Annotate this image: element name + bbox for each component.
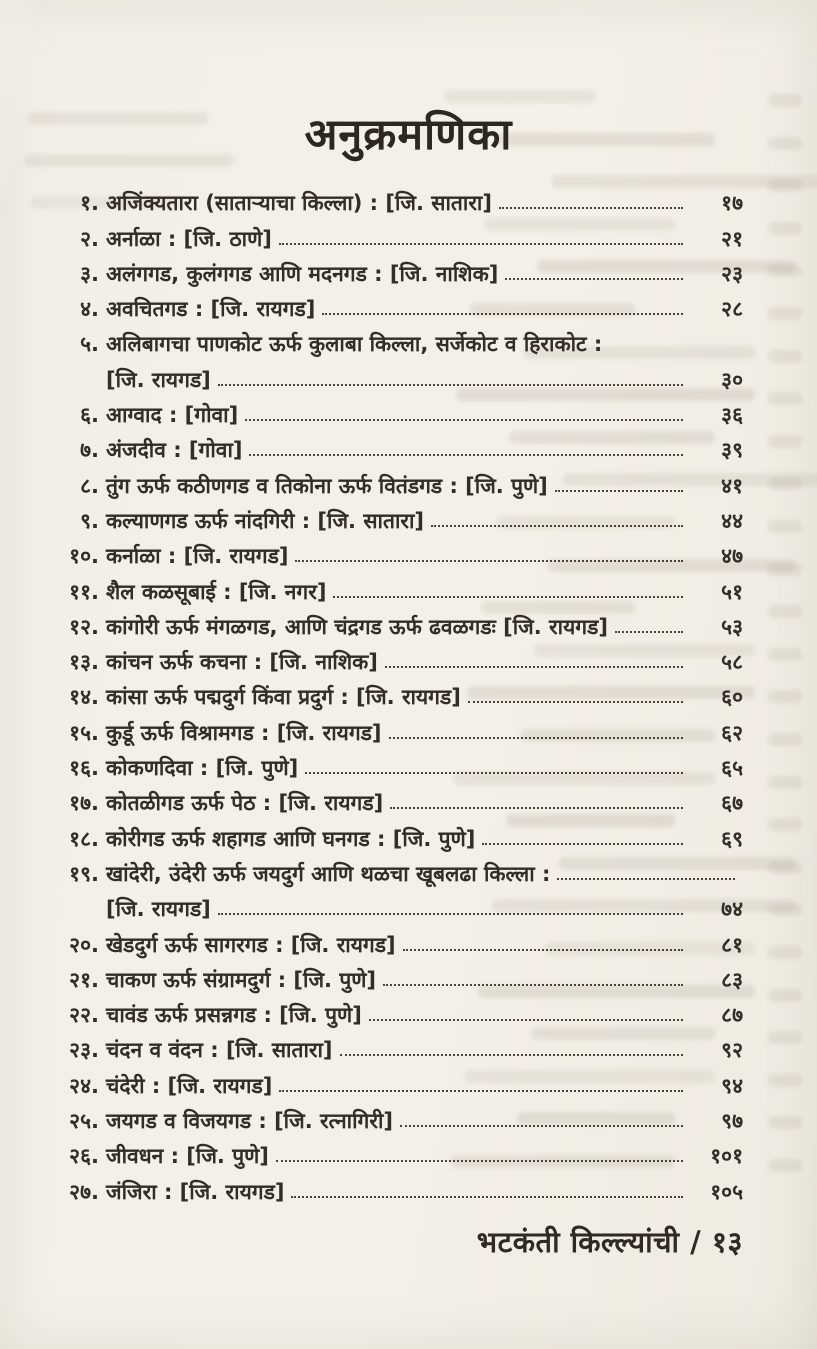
toc-entry-title: कर्नाळा : [जि. रायगड]	[106, 544, 289, 569]
toc-entry-number: २.	[80, 226, 99, 251]
toc-entry-title: कोरीगड ऊर्फ शहागड आणि घनगड : [जि. पुणे]	[106, 826, 476, 851]
toc-page-number: १०१	[710, 1144, 743, 1169]
toc-entry-title: चावंड ऊर्फ प्रसन्नगड : [जि. पुणे]	[106, 1003, 362, 1028]
toc-line	[58, 1064, 743, 1099]
toc-entry-number: ४.	[80, 297, 99, 322]
toc-page-number: ३०	[721, 367, 743, 392]
toc-entry-number: २२.	[69, 1003, 99, 1028]
toc-page-number: ४१	[721, 473, 743, 498]
toc-entry-title: जीवधन : [जि. पुणे]	[106, 1144, 269, 1169]
dot-leader	[369, 1019, 683, 1021]
toc-page-number: ६९	[721, 826, 743, 851]
dot-leader	[340, 1054, 683, 1056]
toc-entry-number: ६.	[80, 403, 99, 428]
toc-page-number: ४४	[721, 508, 743, 533]
toc-line	[58, 817, 743, 852]
dot-leader	[390, 807, 683, 809]
toc-entry-title: खांदेरी, उंदेरी ऊर्फ जयदुर्ग आणि थळचा खूबलढा किल्ला :	[106, 861, 551, 886]
toc-entry-title: आग्वाद : [गोवा]	[106, 403, 239, 428]
toc-page-number: ४७	[721, 544, 743, 569]
toc-page-number: ३६	[721, 403, 743, 428]
toc-line	[58, 182, 743, 217]
toc-entry-number: १२.	[69, 614, 99, 639]
dot-leader	[322, 313, 683, 315]
toc-page-number: २३	[721, 261, 743, 286]
toc-page-number: ५१	[721, 579, 743, 604]
toc-entry-title: जयगड व विजयगड : [जि. रत्नागिरी]	[106, 1109, 393, 1134]
dot-leader	[403, 949, 683, 951]
toc-page-number: ८३	[721, 967, 743, 992]
toc-entry-number: २१.	[69, 967, 99, 992]
toc-entry-number: ३.	[80, 261, 99, 286]
toc-entry-title: अंजदीव : [गोवा]	[106, 438, 243, 463]
toc-entry-number: १३.	[69, 650, 99, 675]
dot-leader	[505, 278, 683, 280]
dot-leader	[295, 560, 683, 562]
toc-entry-title: चाकण ऊर्फ संग्रामदुर्ग : [जि. पुणे]	[106, 967, 377, 992]
toc-entry-title: अजिंक्यतारा (साताऱ्याचा किल्ला) : [जि. सातारा]	[106, 191, 492, 216]
toc-line	[58, 888, 743, 923]
toc-entry-number: २७.	[69, 1179, 99, 1204]
toc-line	[58, 1029, 743, 1064]
toc-entry-title: तुंग ऊर्फ कठीणगड व तिकोना ऊर्फ वितंडगड : [जि. पुणे]	[106, 473, 548, 498]
toc-entry-number: ९.	[80, 508, 99, 533]
dot-leader	[276, 1160, 683, 1162]
toc-page-number: ८१	[721, 932, 743, 957]
toc-line	[58, 959, 743, 994]
toc-line	[58, 1170, 743, 1205]
toc-entry-title: शैल कळसूबाई : [जि. नगर]	[106, 579, 327, 604]
toc-line	[58, 253, 743, 288]
dot-leader	[400, 1125, 683, 1127]
table-of-contents	[0, 182, 817, 1206]
toc-page-number: ५८	[721, 650, 743, 675]
toc-entry-title: अर्नाळा : [जि. ठाणे]	[106, 226, 272, 251]
toc-page-number: ६७	[721, 791, 743, 816]
dot-leader	[383, 984, 683, 986]
toc-line	[58, 853, 743, 888]
toc-page-number: २१	[721, 226, 743, 251]
toc-entry-number: १९.	[69, 861, 99, 886]
dot-leader	[305, 772, 683, 774]
toc-line	[58, 641, 743, 676]
page-title: अनुक्रमणिका	[304, 110, 513, 160]
toc-entry-number: ८.	[80, 473, 99, 498]
toc-line	[58, 535, 743, 570]
toc-entry-number: २३.	[69, 1038, 99, 1063]
toc-entry-title: कुर्डू ऊर्फ विश्रामगड : [जि. रायगड]	[106, 720, 382, 745]
toc-entry-title: कांचन ऊर्फ कचना : [जि. नाशिक]	[106, 650, 378, 675]
toc-line	[58, 606, 743, 641]
toc-page-number: ६०	[721, 685, 743, 710]
toc-entry-number: १७.	[69, 791, 99, 816]
toc-page-number: २८	[721, 297, 743, 322]
toc-entry-number: १६.	[69, 756, 99, 781]
toc-page-number: ६५	[721, 756, 743, 781]
toc-page-number: ८७	[721, 1003, 743, 1028]
dot-leader	[389, 737, 684, 739]
toc-entry-number: १.	[80, 191, 99, 216]
toc-entry-title: चंदेरी : [जि. रायगड]	[106, 1073, 273, 1098]
toc-page-number: १०५	[710, 1179, 743, 1204]
toc-entry-title: कल्याणगड ऊर्फ नांदगिरी : [जि. सातारा]	[106, 508, 425, 533]
toc-line	[58, 464, 743, 499]
toc-page-number: ९४	[721, 1073, 743, 1098]
toc-page-number: ९२	[721, 1038, 743, 1063]
toc-entry-title: जंजिरा : [जि. रायगड]	[106, 1179, 285, 1204]
toc-entry-title: कोकणदिवा : [जि. पुणे]	[106, 756, 299, 781]
toc-line	[58, 747, 743, 782]
toc-entry-title: अलंगगड, कुलंगगड आणि मदनगड : [जि. नाशिक]	[106, 261, 499, 286]
toc-line	[58, 923, 743, 958]
toc-line	[58, 429, 743, 464]
dot-leader	[218, 384, 683, 386]
toc-entry-number: १५.	[69, 720, 99, 745]
toc-line	[58, 676, 743, 711]
toc-entry-title: [जि. रायगड]	[106, 367, 211, 392]
toc-entry-number: २०.	[69, 932, 99, 957]
toc-page-number: १७	[721, 191, 743, 216]
toc-entry-number: १४.	[69, 685, 99, 710]
toc-entry-number: २६.	[69, 1144, 99, 1169]
toc-line	[58, 1135, 743, 1170]
dot-leader	[291, 1196, 683, 1198]
page-footer: भटकंती किल्ल्यांची / १३	[476, 1225, 743, 1259]
toc-line	[58, 500, 743, 535]
dot-leader	[468, 701, 683, 703]
toc-line	[58, 570, 743, 605]
dot-leader	[557, 878, 735, 880]
toc-line	[58, 288, 743, 323]
toc-line	[58, 711, 743, 746]
dot-leader	[555, 490, 683, 492]
toc-page-number: ५३	[721, 614, 743, 639]
toc-entry-title: कोतळीगड ऊर्फ पेठ : [जि. रायगड]	[106, 791, 384, 816]
toc-entry-title: खेडदुर्ग ऊर्फ सागरगड : [जि. रायगड]	[106, 932, 396, 957]
dot-leader	[218, 913, 683, 915]
toc-entry-title: कांगोरी ऊर्फ मंगळगड, आणि चंद्रगड ऊर्फ ढवळगडः [जि. रायगड]	[106, 614, 608, 639]
toc-entry-number: २५.	[69, 1109, 99, 1134]
toc-entry-number: १०.	[69, 544, 99, 569]
toc-page-number: ३९	[721, 438, 743, 463]
toc-page-number: ६२	[721, 720, 743, 745]
toc-line	[58, 994, 743, 1029]
toc-line	[58, 394, 743, 429]
toc-line	[58, 217, 743, 252]
dot-leader	[249, 454, 683, 456]
toc-page-number: ९७	[721, 1109, 743, 1134]
toc-entry-title: अवचितगड : [जि. रायगड]	[106, 297, 316, 322]
toc-entry-number: ११.	[69, 579, 99, 604]
toc-line	[58, 323, 743, 358]
toc-entry-number: ७.	[80, 438, 99, 463]
dot-leader	[431, 525, 683, 527]
toc-line	[58, 782, 743, 817]
toc-entry-title: [जि. रायगड]	[106, 897, 211, 922]
dot-leader	[245, 419, 683, 421]
dot-leader	[333, 596, 683, 598]
dot-leader	[615, 631, 683, 633]
dot-leader	[279, 1090, 683, 1092]
toc-entry-title: कांसा ऊर्फ पद्मदुर्ग किंवा प्रदुर्ग : [जि. रायगड]	[106, 685, 461, 710]
dot-leader	[482, 843, 683, 845]
toc-entry-title: अलिबागचा पाणकोट ऊर्फ कुलाबा किल्ला, सर्जेकोट व हिराकोट :	[106, 332, 603, 357]
dot-leader	[385, 666, 683, 668]
toc-line	[58, 1100, 743, 1135]
toc-entry-title: चंदन व वंदन : [जि. सातारा]	[106, 1038, 333, 1063]
toc-line	[58, 358, 743, 393]
toc-entry-number: १८.	[69, 826, 99, 851]
toc-entry-number: ५.	[80, 332, 99, 357]
toc-entry-number: २४.	[69, 1073, 99, 1098]
dot-leader	[499, 207, 683, 209]
toc-page-number: ७४	[721, 897, 743, 922]
dot-leader	[279, 243, 683, 245]
